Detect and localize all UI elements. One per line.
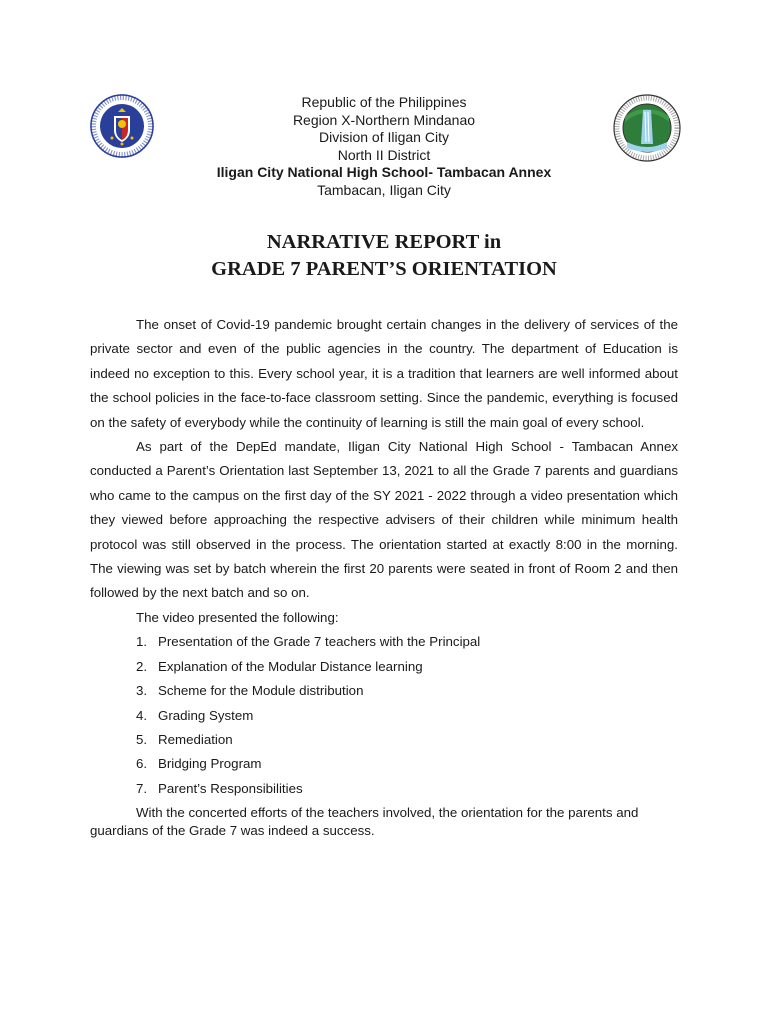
paragraph-intro: The onset of Covid-19 pandemic brought certain changes in the delivery of services of the private sector and even of the public agencies in the country. The department of Education is indeed no exception to this. Every school year, it is a tradition that learners are well informed about the school policies in the face-to-face classroom setting. Since the pandemic, everything is focused on the safety of everybody while the continuity of learning is still the main goal of every school.: [90, 317, 678, 430]
header-division: Division of Iligan City: [319, 129, 449, 146]
title-line-2: GRADE 7 PARENT’S ORIENTATION: [211, 258, 557, 280]
list-item: 1. Presentation of the Grade 7 teachers with the Principal: [136, 634, 481, 650]
video-topics-list: [90, 630, 678, 801]
list-item: 5. Remediation: [136, 731, 233, 747]
paragraph-orientation: As part of the DepEd mandate, Iligan City National High School - Tambacan Annex conducted a Parent’s Orientation last September 13, 2021 to all the Grade 7 parents and guardians who came to the campus on the first day of the SY 2021 - 2022 through a video presentation which they viewed before approaching the respective advisers of their children while minimum health protocol was still observed in the process. The orientation started at exactly 8:00 in the morning. The viewing was set by batch wherein the first 20 parents were seated in front of Room 2 and then followed by the next batch and so on.: [90, 439, 678, 601]
title-line-1: NARRATIVE REPORT in: [266, 231, 502, 253]
header-location: Tambacan, Iligan City: [317, 181, 451, 198]
paragraph-conclusion: With the concerted efforts of the teachers involved, the orientation for the parents and guardians of the Grade 7 was indeed a success.: [90, 805, 639, 838]
report-title: [90, 229, 678, 283]
header-region: Region X-Northern Mindanao: [292, 111, 476, 128]
list-item: 7. Parent’s Responsibilities: [136, 780, 303, 796]
deped-seal-icon: [90, 94, 154, 158]
header-school-name: Iligan City National High School- Tambacan Annex: [216, 164, 552, 181]
list-intro: The video presented the following:: [136, 609, 339, 625]
header-country: Republic of the Philippines: [301, 94, 467, 110]
list-item: 2. Explanation of the Modular Distance learning: [136, 658, 423, 674]
school-seal-waterfall-icon: [613, 94, 681, 162]
header-district: North II District: [337, 146, 431, 163]
report-body: [90, 313, 678, 839]
list-item: 6. Bridging Program: [136, 756, 262, 772]
list-item: 3. Scheme for the Module distribution: [136, 683, 364, 699]
letterhead: [160, 94, 608, 200]
list-item: 4. Grading System: [136, 707, 254, 723]
